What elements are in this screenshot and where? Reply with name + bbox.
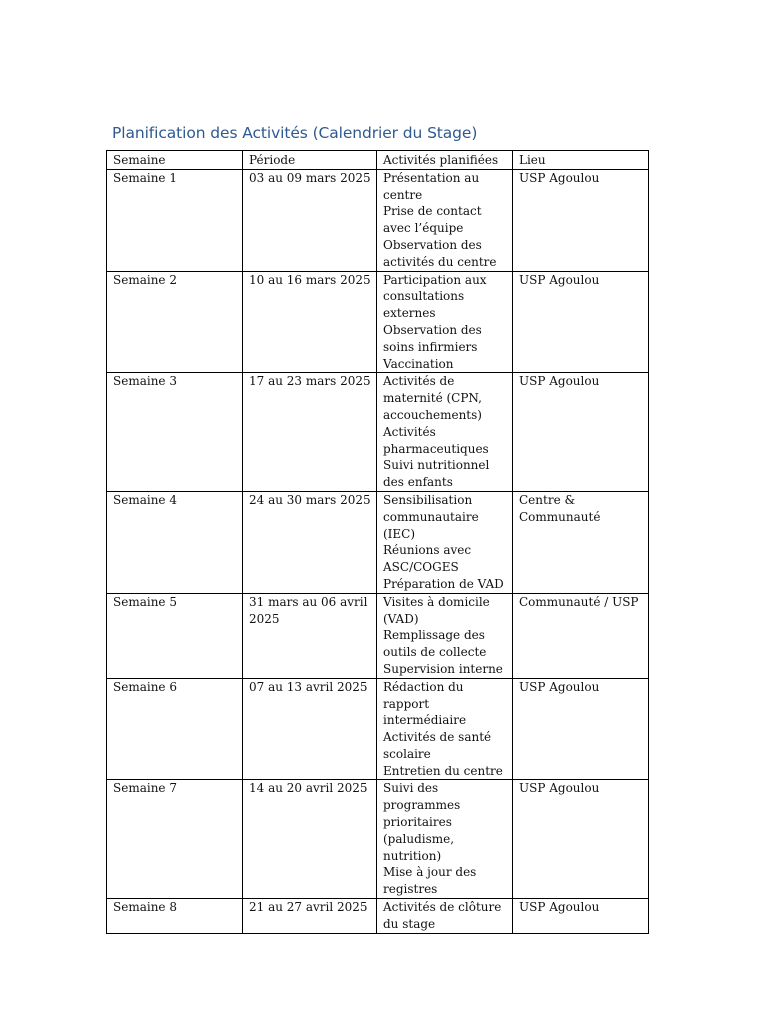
activities-cell (377, 373, 513, 492)
activity-line: Entretien du centre (383, 763, 503, 778)
activities-cell (377, 271, 513, 373)
activity-line: Suivi nutritionnel des enfants (383, 458, 490, 490)
activity-line: Vaccination (383, 356, 454, 371)
table-row (107, 899, 649, 934)
activity-line: Supervision interne (383, 661, 503, 676)
table-row (107, 373, 649, 492)
activities-cell (377, 169, 513, 271)
week-cell: Semaine 8 (107, 899, 243, 934)
week-cell: Semaine 4 (107, 491, 243, 593)
place-cell: USP Agoulou (513, 169, 649, 271)
place-cell: Communauté / USP (513, 593, 649, 678)
activity-line: Activités de santé scolaire (383, 730, 492, 761)
page-title: Planification des Activités (Calendrier du Stage) (112, 124, 478, 142)
activities-cell (377, 780, 513, 899)
week-cell: Semaine 5 (107, 593, 243, 678)
activities-cell (377, 491, 513, 593)
week-cell: Semaine 2 (107, 271, 243, 373)
activity-line: Participation aux consultations externes (383, 272, 487, 321)
column-header-place: Lieu (513, 151, 649, 170)
place-cell: Centre & Communauté (513, 491, 649, 593)
activity-line: Remplissage des outils de collecte (383, 628, 487, 660)
schedule-table (106, 150, 649, 934)
period-cell: 03 au 09 mars 2025 (243, 169, 377, 271)
activity-line: Rédaction du rapport intermédiaire (383, 679, 467, 728)
activity-line: Mise à jour des registres (383, 865, 477, 897)
activity-line: Visites à domicile (VAD) (383, 594, 490, 626)
activity-line: Observation des activités du centre (383, 237, 497, 269)
period-cell: 17 au 23 mars 2025 (243, 373, 377, 492)
period-cell: 14 au 20 avril 2025 (243, 780, 377, 899)
activity-line: Observation des soins infirmiers (383, 322, 482, 354)
activities-cell (377, 899, 513, 934)
activity-line: Activités de maternité (CPN, accouchements) (383, 374, 482, 422)
table-row (107, 271, 649, 373)
table-row (107, 593, 649, 678)
week-cell: Semaine 6 (107, 678, 243, 780)
column-header-period: Période (243, 151, 377, 170)
activity-line: Activités de clôture du stage (383, 900, 502, 931)
place-cell: USP Agoulou (513, 899, 649, 934)
activity-line: Suivi des programmes prioritaires (paludisme, nutrition) (383, 781, 461, 863)
activity-line: Prise de contact avec l’équipe (383, 204, 482, 236)
week-cell: Semaine 3 (107, 373, 243, 492)
week-cell: Semaine 1 (107, 169, 243, 271)
column-header-activities: Activités planifiées (377, 151, 513, 170)
activity-line: Sensibilisation communautaire (IEC) (383, 492, 479, 541)
activity-line: Préparation de VAD (383, 576, 504, 591)
table-row (107, 169, 649, 271)
activity-line: Réunions avec ASC/COGES (383, 543, 472, 575)
activities-cell (377, 593, 513, 678)
activity-line: Activités pharmaceutiques (383, 424, 489, 456)
table-row (107, 678, 649, 780)
activity-line: Présentation au centre (383, 170, 480, 202)
place-cell: USP Agoulou (513, 271, 649, 373)
place-cell: USP Agoulou (513, 373, 649, 492)
period-cell: 21 au 27 avril 2025 (243, 899, 377, 934)
table-row (107, 780, 649, 899)
period-cell: 10 au 16 mars 2025 (243, 271, 377, 373)
table-header-row (107, 151, 649, 170)
place-cell: USP Agoulou (513, 780, 649, 899)
period-cell: 07 au 13 avril 2025 (243, 678, 377, 780)
period-cell: 24 au 30 mars 2025 (243, 491, 377, 593)
week-cell: Semaine 7 (107, 780, 243, 899)
place-cell: USP Agoulou (513, 678, 649, 780)
table-row (107, 491, 649, 593)
column-header-week: Semaine (107, 151, 243, 170)
period-cell: 31 mars au 06 avril 2025 (243, 593, 377, 678)
activities-cell (377, 678, 513, 780)
